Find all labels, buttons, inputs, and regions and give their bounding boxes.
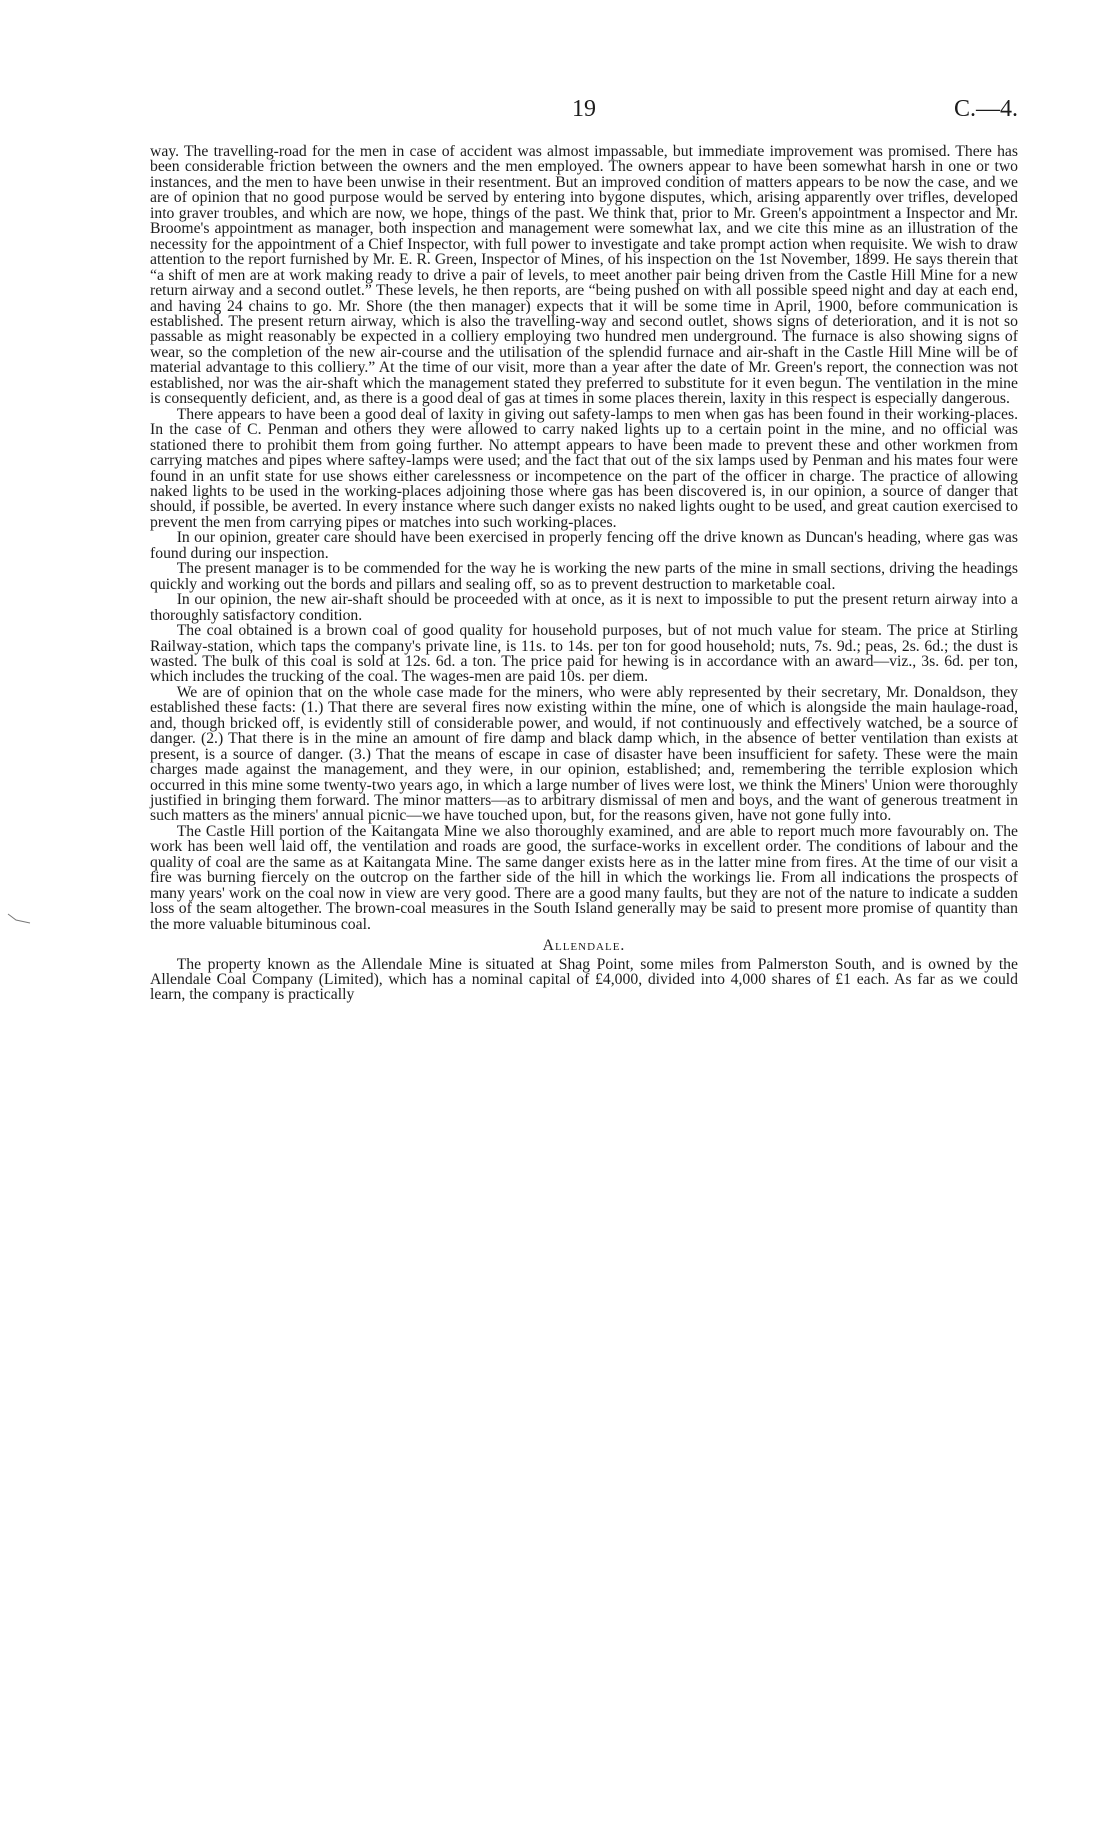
- paragraph-allendale: The property known as the Allendale Mine is situated at Shag Point, some miles from Palmerston South, and is owned by the Allendale Coal Company (Limited), which has a nominal capital of £4,000, divided into 4,000 shares of £1 each. As far as we could learn, the company is practically: [150, 955, 1018, 1004]
- paragraph-miners-case: We are of opinion that on the whole case made for the miners, who were ably represented by their secretary, Mr. Donaldson, they established these facts: (1.) That there are several fires now existing within the mine, one of which is alongside the main haulage-road, and, though bricked off, is evidently still of considerable power, and would, if not continuously and effectively watched, be a source of danger. (2.) That there is in the mine an amount of fire damp and black damp which, in the absence of better ventilation than exists at present, is a source of danger. (3.) That the means of escape in case of disaster have been insufficient for safety. These were the main charges made against the management, and they were, in our opinion, established; and, remembering the terrible explosion which occurred in this mine some twenty-two years ago, in which a large number of lives were lost, we think the Miners' Union were thoroughly justified in bringing them forward. The minor matters—as to arbitrary dismissal of men and boys, and the want of generous treatment in such matters as the miners' annual picnic—we have touched upon, but, for the reasons given, have not gone fully into.: [150, 683, 1018, 825]
- page-number: 19: [572, 96, 596, 122]
- paragraph-kaitangata-continued: way. The travelling-road for the men in case of accident was almost impassable, but immediate improvement was promised. There has been considerable friction between the owners and the men employed. The owners appear to have been somewhat harsh in one or two instances, and the men to have been unwise in their resentment. But an improved condition of matters appears to be now the case, and we are of opinion that no good purpose would be served by entering into bygone disputes, which, arising apparently over trifles, developed into graver troubles, and which are now, we hope, things of the past. We think that, prior to Mr. Green's appointment a Inspector and Mr. Broome's appointment as manager, both inspection and management were somewhat lax, and we cite this mine as an illustration of the necessity for the appointment of a Chief Inspector, with full power to investigate and take prompt action when requisite. We wish to draw attention to the report furnished by Mr. E. R. Green, Inspector of Mines, of his inspection on the 1st November, 1899. He says therein that “a shift of men are at work making ready to drive a pair of levels, to meet another pair being driven from the Castle Hill Mine for a new return airway and a second outlet.” These levels, he then reports, are “being pushed on with all possible speed night and day at each end, and having 24 chains to go. Mr. Shore (the then manager) expects that it will be some time in April, 1900, before communication is established. The present return airway, which is also the travelling-way and second outlet, shows signs of deterioration, and it is not so passable as might reasonably be expected in a colliery employing two hundred men underground. The furnace is also showing signs of wear, so the completion of the new air-course and the utilisation of the splendid furnace and air-shaft in the Castle Hill Mine will be of material advantage to this colliery.” At the time of our visit, more than a year after the date of Mr. Green's report, the connection was not established, nor was the air-shaft which the management stated they preferred to substitute for it even begun. The ventilation in the mine is consequently deficient, and, as there is a good deal of gas at times in some places therein, laxity in this respect is especially dangerous.: [150, 143, 1018, 408]
- margin-mark: [6, 912, 32, 926]
- paragraph-castle-hill: The Castle Hill portion of the Kaitangata Mine we also thoroughly examined, and are able to report much more favourably on. The work has been well laid off, the ventilation and roads are good, the surface-works in excellent order. The conditions of labour and the quality of coal are the same as at Kaitangata Mine. The same danger exists here as in the latter mine from fires. At the time of our visit a fire was burning fiercely on the outcrop on the farther side of the hill in which the workings lie. From all indications the prospects of many years' work on the coal now in view are very good. There are a good many faults, but they are not of the nature to indicate a sudden loss of the seam altogether. The brown-coal measures in the South Island generally may be said to present more promise of quantity than the more valuable bituminous coal.: [150, 822, 1018, 933]
- body-text: [150, 144, 1018, 1003]
- document-reference: C.—4.: [953, 96, 1018, 122]
- paragraph-present-manager: The present manager is to be commended for the way he is working the new parts of the mine in small sections, driving the headings quickly and working out the bords and pillars and sealing off, so as to prevent destruction to marketable coal.: [150, 560, 1018, 593]
- section-heading-allendale: Allendale.: [542, 937, 626, 955]
- paragraph-safety-lamps: There appears to have been a good deal of laxity in giving out safety-lamps to men when gas has been found in their working-places. In the case of C. Penman and others they were allowed to carry naked lights up to a certain point in the mine, and no official was stationed there to prohibit them from going further. No attempt appears to have been made to prevent these and other workmen from carrying matches and pipes where saftey-lamps were used; and the fact that out of the six lamps used by Penman and his mates four were found in an unfit state for use shows either carelessness or incompetence on the part of the officer in charge. The practice of allowing naked lights to be used in the working-places adjoining those where gas has been discovered is, in our opinion, a source of danger that should, if possible, be averted. In every instance where such danger exists no naked lights ought to be used, and great caution exercised to prevent the men from carrying pipes or matches into such working-places.: [150, 405, 1018, 531]
- paragraph-duncans-heading: In our opinion, greater care should have been exercised in properly fencing off the drive known as Duncan's heading, where gas was found during our inspection.: [150, 529, 1018, 562]
- page-header: [150, 96, 1018, 130]
- paragraph-air-shaft: In our opinion, the new air-shaft should be proceeded with at once, as it is next to impossible to put the present return airway into a thoroughly satisfactory condition.: [150, 591, 1018, 624]
- paragraph-coal-prices: The coal obtained is a brown coal of good quality for household purposes, but of not much value for steam. The price at Stirling Railway-station, which taps the company's private line, is 11s. to 14s. per ton for good household; nuts, 7s. 9d.; peas, 2s. 6d.; the dust is wasted. The bulk of this coal is sold at 12s. 6d. a ton. The price paid for hewing is in accordance with an award—viz., 3s. 6d. per ton, which includes the trucking of the coal. The wages-men are paid 10s. per diem.: [150, 622, 1018, 686]
